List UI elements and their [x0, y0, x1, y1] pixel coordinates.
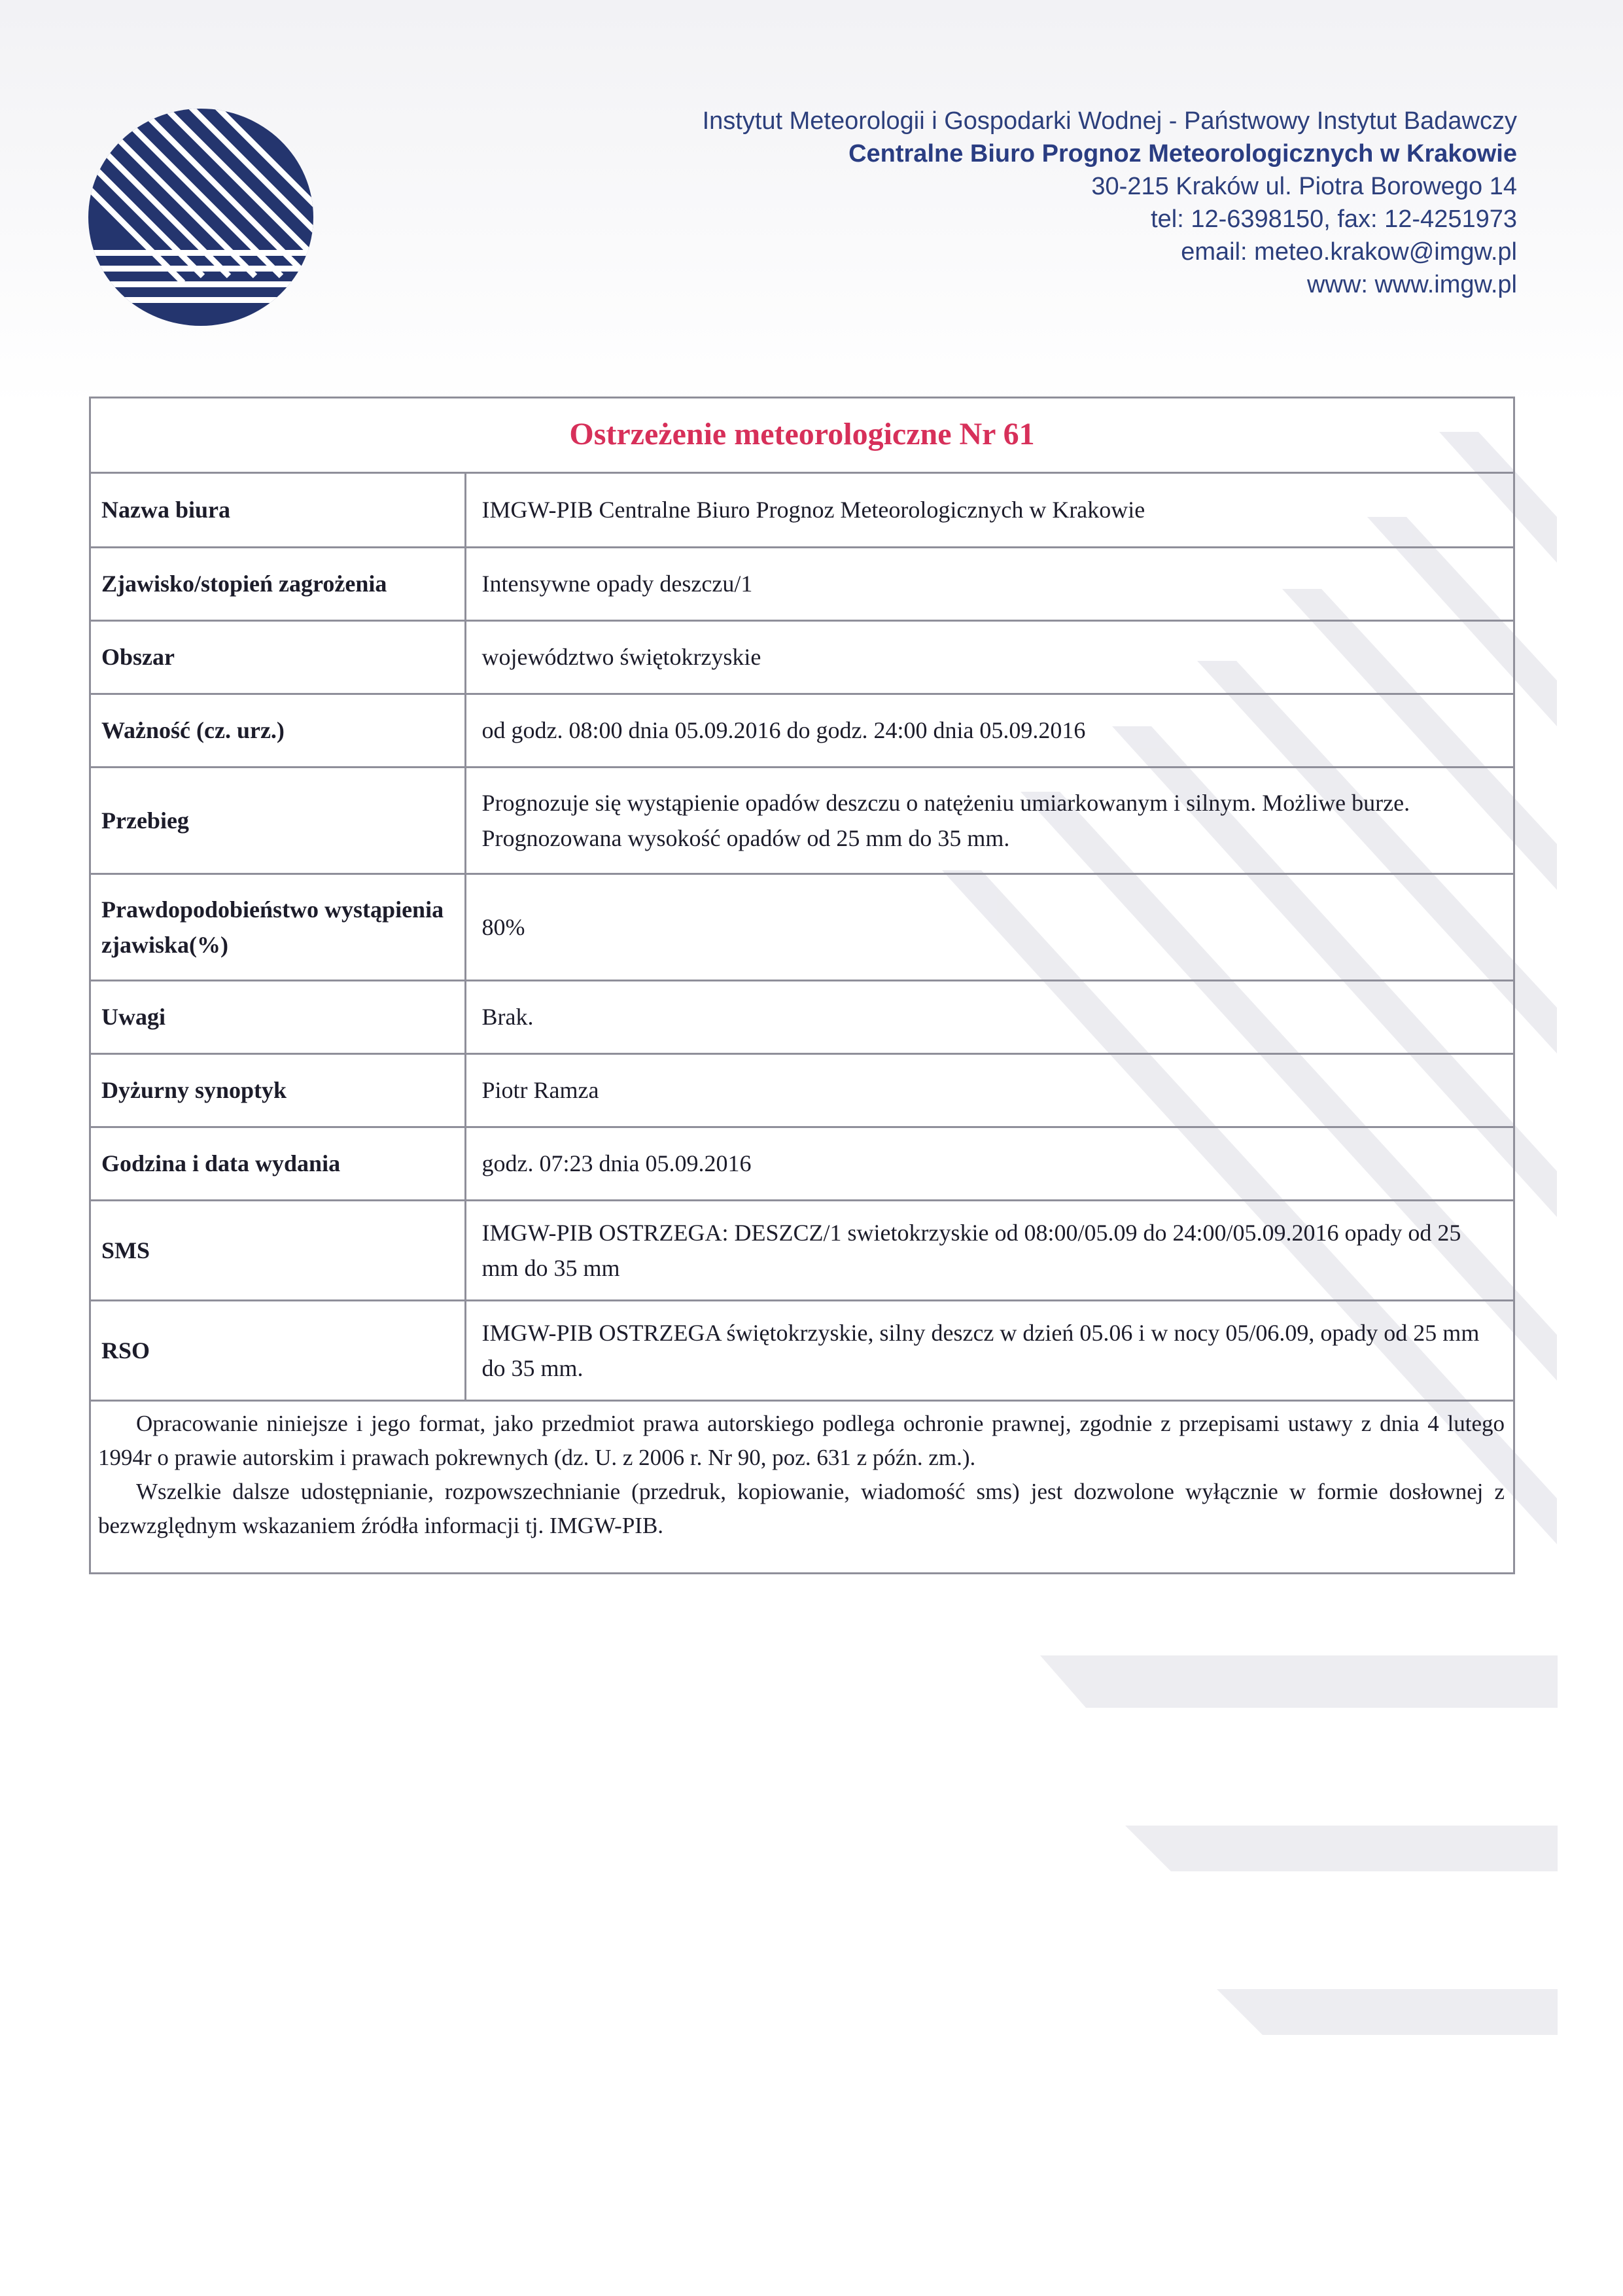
table-row	[91, 980, 1513, 1053]
row-label: Godzina i data wydania	[91, 1127, 465, 1200]
row-label: Przebieg	[91, 767, 465, 874]
website-line[interactable]: www: www.imgw.pl	[1307, 271, 1517, 298]
table-row	[91, 767, 1513, 874]
phone-fax: tel: 12-6398150, fax: 12-4251973	[1151, 205, 1517, 233]
imgw-logo	[85, 106, 317, 328]
row-label: Uwagi	[91, 980, 465, 1053]
row-label: Dyżurny synoptyk	[91, 1053, 465, 1127]
table-row	[91, 1300, 1513, 1400]
row-value: IMGW-PIB OSTRZEGA świętokrzyskie, silny deszcz w dzień 05.06 i w nocy 05/06.09, opady od 25 mm do 35 mm.	[465, 1300, 1513, 1400]
table-row	[91, 874, 1513, 980]
table-row	[91, 474, 1513, 547]
row-value: Intensywne opady deszczu/1	[465, 547, 1513, 620]
row-value: 80%	[465, 874, 1513, 980]
row-value: od godz. 08:00 dnia 05.09.2016 do godz. 24:00 dnia 05.09.2016	[465, 694, 1513, 767]
usage-note: Wszelkie dalsze udostępnianie, rozpowszechnianie (przedruk, kopiowanie, wiadomość sms) jest dozwolone wyłącznie w formie dosłownej z bezwzględnym wskazaniem źródła informacji tj. IMGW-PIB.	[98, 1479, 1505, 1538]
institute-header	[470, 105, 1517, 301]
table-row	[91, 620, 1513, 694]
address: 30-215 Kraków ul. Piotra Borowego 14	[1091, 173, 1517, 200]
warning-title: Ostrzeżenie meteorologiczne Nr 61	[91, 397, 1513, 474]
copyright-note: Opracowanie niniejsze i jego format, jako przedmiot prawa autorskiego podlega ochronie prawnej, zgodnie z przepisami ustawy z dnia 4 lutego 1994r o prawie autorskim i prawach pokrewnych (dz. U. z 2006 r. Nr 90, poz. 631 z późn. zm.).	[98, 1411, 1505, 1470]
row-value: Prognozuje się wystąpienie opadów deszczu o natężeniu umiarkowanym i silnym. Możliwe burze. Prognozowana wysokość opadów od 25 mm do 35 mm.	[465, 767, 1513, 874]
table-row	[91, 1200, 1513, 1300]
table-row	[91, 547, 1513, 620]
row-label: Nazwa biura	[91, 474, 465, 547]
row-label: Zjawisko/stopień zagrożenia	[91, 547, 465, 620]
row-label: SMS	[91, 1200, 465, 1300]
legal-footer	[98, 1407, 1505, 1543]
row-label: Prawdopodobieństwo wystąpienia zjawiska(%)	[91, 874, 465, 980]
table-row	[91, 1127, 1513, 1200]
row-value: województwo świętokrzyskie	[465, 620, 1513, 694]
row-value: godz. 07:23 dnia 05.09.2016	[465, 1127, 1513, 1200]
row-value: Piotr Ramza	[465, 1053, 1513, 1127]
row-value: Brak.	[465, 980, 1513, 1053]
table-row	[91, 694, 1513, 767]
row-label: Ważność (cz. urz.)	[91, 694, 465, 767]
row-value: IMGW-PIB OSTRZEGA: DESZCZ/1 swietokrzyskie od 08:00/05.09 do 24:00/05.09.2016 opady od 25 mm do 35 mm	[465, 1200, 1513, 1300]
table-row	[91, 1053, 1513, 1127]
institute-name: Instytut Meteorologii i Gospodarki Wodnej - Państwowy Instytut Badawczy	[702, 107, 1517, 135]
warning-table	[91, 474, 1513, 1402]
email-line[interactable]: email: meteo.krakow@imgw.pl	[1181, 238, 1517, 266]
row-value: IMGW-PIB Centralne Biuro Prognoz Meteorologicznych w Krakowie	[465, 474, 1513, 547]
row-label: RSO	[91, 1300, 465, 1400]
office-name: Centralne Biuro Prognoz Meteorologicznych w Krakowie	[848, 140, 1517, 168]
row-label: Obszar	[91, 620, 465, 694]
